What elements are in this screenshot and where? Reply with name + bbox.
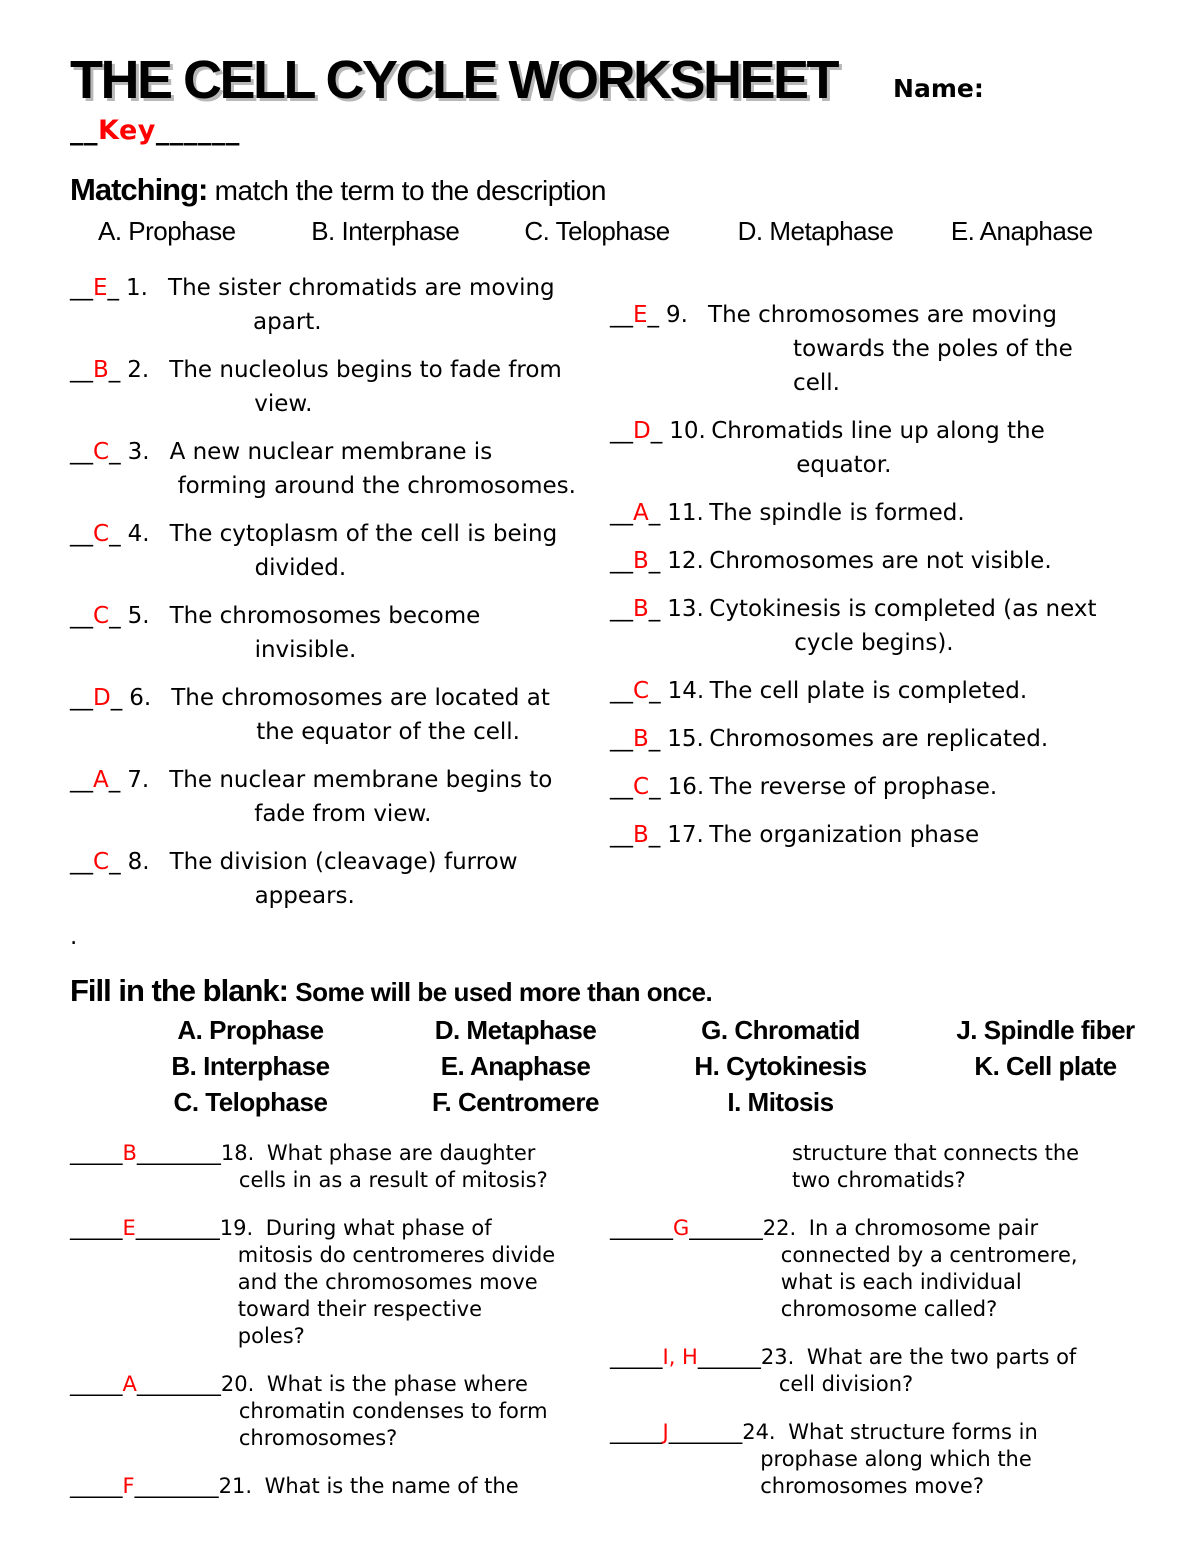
answer-letter: D (93, 684, 111, 711)
answer-blank: ______G_______ (610, 1215, 763, 1240)
word-bank-item: E. Anaphase (440, 1050, 591, 1081)
fill-heading-label: Fill in the blank: (70, 972, 288, 1008)
question-line: The division (cleavage) furrow (169, 848, 518, 875)
question-number: 12. (667, 547, 704, 574)
header (70, 52, 1164, 109)
answer-letter: B (93, 356, 109, 383)
question-number: 2. (127, 356, 150, 383)
question-number: 6. (129, 684, 152, 711)
answer-blank: __C_ (70, 438, 121, 465)
question-line: 22. In a chromosome pair (762, 1215, 1039, 1240)
question-text (742, 1419, 1038, 1500)
question-line: The cell plate is completed. (709, 677, 1028, 704)
question-line: the equator of the cell. (256, 718, 520, 745)
question-line: The chromosomes become (169, 602, 481, 629)
question-number: 19. (219, 1215, 254, 1240)
answer-letter: B (633, 595, 649, 622)
matching-questions-left-column (70, 271, 610, 927)
question-number: 16. (667, 773, 705, 800)
question-line: two chromatids? (792, 1167, 966, 1192)
matching-question (70, 353, 610, 421)
matching-question (610, 818, 1164, 852)
matching-option: B. Interphase (311, 215, 460, 246)
question-line: Chromatids line up along the (711, 417, 1045, 444)
answer-letter: C (93, 602, 110, 629)
question-line: cells in as a result of mitosis? (238, 1167, 548, 1192)
fill-questions-right-column (610, 1140, 1164, 1521)
fill-question (70, 1473, 610, 1500)
question-text (169, 353, 610, 421)
question-text (170, 845, 610, 913)
key-underscore-suffix: ______ (155, 114, 240, 146)
question-number: 24. (742, 1419, 776, 1444)
question-line: chromosome called? (780, 1296, 998, 1321)
question-line: 24. What structure forms in (742, 1419, 1038, 1444)
word-bank (118, 1015, 1164, 1118)
question-line: cell division? (778, 1371, 914, 1396)
question-line: invisible. (254, 636, 357, 663)
question-number: 1. (126, 274, 148, 301)
question-line: equator. (796, 451, 892, 478)
question-line: A new nuclear membrane is (169, 438, 493, 465)
question-number: 5. (127, 602, 150, 629)
answer-letter: C (633, 773, 650, 800)
question-line: The nuclear membrane begins to (169, 766, 553, 793)
question-line: toward their respective (237, 1296, 483, 1321)
matching-question (70, 681, 610, 749)
answer-letter: C (93, 848, 110, 875)
matching-question (70, 271, 610, 339)
word-bank-item: K. Cell plate (974, 1050, 1117, 1081)
matching-questions-right-column (610, 271, 1164, 927)
question-number: 22. (762, 1215, 797, 1240)
question-text (168, 271, 610, 339)
question-line: 21. What is the name of the (218, 1473, 519, 1498)
question-text (761, 1344, 1076, 1398)
question-number: 13. (667, 595, 704, 622)
fill-instruction: Some will be used more than once. (295, 976, 713, 1007)
fill-question (70, 1371, 610, 1452)
matching-question (610, 674, 1164, 708)
question-line: forming around the chromosomes. (177, 472, 576, 499)
matching-question (70, 435, 610, 503)
matching-question (610, 298, 1164, 400)
question-line: fade from view. (254, 800, 432, 827)
question-text (170, 435, 610, 503)
question-text (710, 674, 1164, 708)
question-line: and the chromosomes move (237, 1269, 538, 1294)
question-text (709, 496, 1164, 530)
question-line: appears. (254, 882, 355, 909)
question-text (221, 1140, 548, 1194)
question-number: 10. (669, 417, 706, 444)
question-number: 14. (667, 677, 705, 704)
question-number: 21. (218, 1473, 252, 1498)
question-number: 8. (127, 848, 150, 875)
answer-letter: G (673, 1215, 690, 1240)
word-bank-item: A. Prophase (177, 1014, 324, 1045)
answer-blank: __C_ (70, 848, 121, 875)
matching-question (70, 517, 610, 585)
fill-question (610, 1344, 1164, 1398)
word-bank-item: J. Spindle fiber (956, 1014, 1135, 1045)
question-text (220, 1215, 555, 1350)
question-line: 18. What phase are daughter (220, 1140, 536, 1165)
matching-question (610, 770, 1164, 804)
answer-letter: C (93, 520, 110, 547)
question-line: The chromosomes are moving (708, 301, 1057, 328)
question-text (221, 1371, 548, 1452)
answer-blank: __E_ (70, 274, 120, 301)
question-number: 9. (666, 301, 688, 328)
matching-question (610, 544, 1164, 578)
word-bank-empty-cell (913, 1087, 1178, 1118)
matching-heading-label: Matching: (70, 171, 208, 207)
matching-option: C. Telophase (524, 215, 670, 246)
question-line: structure that connects the (792, 1140, 1080, 1165)
question-line: chromatin condenses to form (238, 1398, 548, 1423)
answer-blank: __C_ (610, 773, 661, 800)
question-line: cycle begins). (794, 629, 954, 656)
matching-question (70, 845, 610, 913)
question-text (711, 414, 1164, 482)
question-line: mitosis do centromeres divide (237, 1242, 556, 1267)
question-text (710, 770, 1164, 804)
answer-blank: __B_ (610, 547, 661, 574)
answer-blank: _____I, H______ (610, 1344, 761, 1369)
question-number: 3. (127, 438, 150, 465)
answer-blank: __E_ (610, 301, 660, 328)
fill-question (610, 1419, 1164, 1500)
answer-blank: __C_ (70, 520, 121, 547)
matching-instruction: match the term to the description (214, 174, 606, 206)
answer-letter: A (93, 766, 109, 793)
question-number: 17. (667, 821, 704, 848)
word-bank-item: D. Metaphase (434, 1014, 597, 1045)
question-line: Chromosomes are replicated. (709, 725, 1049, 752)
fill-question (70, 1140, 610, 1194)
answer-letter: E (93, 274, 108, 301)
question-number: 18. (220, 1140, 255, 1165)
matching-question (610, 414, 1164, 482)
word-bank-item: B. Interphase (171, 1050, 330, 1081)
matching-question (610, 592, 1164, 660)
question-line: chromosomes move? (760, 1473, 984, 1498)
question-text (709, 722, 1164, 756)
word-bank-item: C. Telophase (173, 1086, 328, 1117)
matching-question (70, 763, 610, 831)
question-21-continuation (792, 1140, 1164, 1194)
question-line: The reverse of prophase. (709, 773, 998, 800)
answer-blank: __D_ (610, 417, 663, 444)
answer-blank: _____J_______ (610, 1419, 743, 1444)
answer-letter: J (662, 1419, 669, 1444)
key-answer: Key (98, 114, 156, 146)
question-text (763, 1215, 1078, 1323)
question-line: 19. During what phase of (219, 1215, 492, 1240)
question-text (219, 1473, 519, 1500)
answer-letter: E (633, 301, 648, 328)
answer-letter: B (633, 547, 649, 574)
question-line: 20. What is the phase where (220, 1371, 528, 1396)
matching-options-row (98, 216, 1164, 247)
question-line: Cytokinesis is completed (as next (709, 595, 1097, 622)
name-label: Name: (893, 74, 984, 103)
answer-letter: B (122, 1140, 137, 1165)
answer-blank: __A_ (610, 499, 661, 526)
question-line: The organization phase (709, 821, 980, 848)
key-underscore-prefix: __ (70, 114, 98, 146)
question-line: what is each individual (780, 1269, 1022, 1294)
page-title: THE CELL CYCLE WORKSHEET (70, 50, 838, 110)
answer-letter: A (122, 1371, 137, 1396)
key-line (70, 115, 1164, 146)
question-text (708, 298, 1164, 400)
answer-letter: C (633, 677, 650, 704)
matching-option: E. Anaphase (950, 215, 1093, 246)
question-number: 20. (220, 1371, 255, 1396)
question-line: The spindle is formed. (709, 499, 965, 526)
question-text (709, 592, 1164, 660)
question-line: chromosomes? (238, 1425, 398, 1450)
question-line: 23. What are the two parts of (760, 1344, 1077, 1369)
question-line: prophase along which the (760, 1446, 1032, 1471)
answer-blank: __B_ (610, 725, 661, 752)
fill-question (70, 1215, 610, 1350)
fill-heading (70, 973, 1164, 1009)
answer-blank: __C_ (610, 677, 661, 704)
answer-blank: _____A________ (70, 1371, 221, 1396)
answer-letter: E (122, 1215, 136, 1240)
word-bank-item: I. Mitosis (727, 1086, 834, 1117)
question-line: The cytoplasm of the cell is being (169, 520, 558, 547)
stray-period: . (70, 923, 78, 950)
matching-heading (70, 172, 1164, 208)
matching-option: D. Metaphase (737, 215, 894, 246)
fill-questions (70, 1140, 1164, 1521)
answer-letter: B (633, 725, 649, 752)
question-line: Chromosomes are not visible. (709, 547, 1052, 574)
matching-option: A. Prophase (98, 215, 236, 246)
question-text (709, 544, 1164, 578)
question-line: cell. (793, 369, 840, 396)
matching-question (610, 722, 1164, 756)
answer-blank: __A_ (70, 766, 121, 793)
answer-letter: C (93, 438, 110, 465)
answer-blank: _____B________ (70, 1140, 221, 1165)
answer-blank: __D_ (70, 684, 123, 711)
answer-blank: __B_ (610, 595, 661, 622)
answer-blank: __B_ (610, 821, 661, 848)
question-number: 4. (127, 520, 150, 547)
question-line: poles? (237, 1323, 305, 1348)
word-bank-item: H. Cytokinesis (694, 1050, 867, 1081)
question-text (171, 681, 610, 749)
matching-question (610, 496, 1164, 530)
question-number: 15. (667, 725, 704, 752)
question-text (170, 517, 610, 585)
answer-letter: B (633, 821, 649, 848)
answer-blank: __B_ (70, 356, 121, 383)
fill-questions-left-column (70, 1140, 610, 1521)
question-line: apart. (253, 308, 322, 335)
matching-questions (70, 271, 1164, 927)
answer-letter: A (633, 499, 649, 526)
question-line: view. (254, 390, 313, 417)
question-text (170, 599, 610, 667)
question-line: connected by a centromere, (780, 1242, 1078, 1267)
answer-letter: D (633, 417, 651, 444)
question-line: The chromosomes are located at (171, 684, 550, 711)
question-line: towards the poles of the (793, 335, 1073, 362)
question-text (709, 818, 1164, 852)
fill-question (610, 1215, 1164, 1323)
question-number: 7. (127, 766, 150, 793)
answer-blank: _____F________ (70, 1473, 219, 1498)
answer-blank: _____E________ (70, 1215, 220, 1240)
question-number: 11. (667, 499, 704, 526)
answer-letter: F (122, 1473, 135, 1498)
word-bank-item: F. Centromere (432, 1086, 599, 1117)
answer-blank: __C_ (70, 602, 121, 629)
word-bank-item: G. Chromatid (701, 1014, 860, 1045)
question-line: The sister chromatids are moving (168, 274, 555, 301)
answer-letter: I, H (662, 1344, 698, 1369)
question-number: 23. (760, 1344, 795, 1369)
question-line: divided. (254, 554, 347, 581)
matching-question (70, 599, 610, 667)
question-text (169, 763, 610, 831)
question-line: The nucleolus begins to fade from (169, 356, 562, 383)
